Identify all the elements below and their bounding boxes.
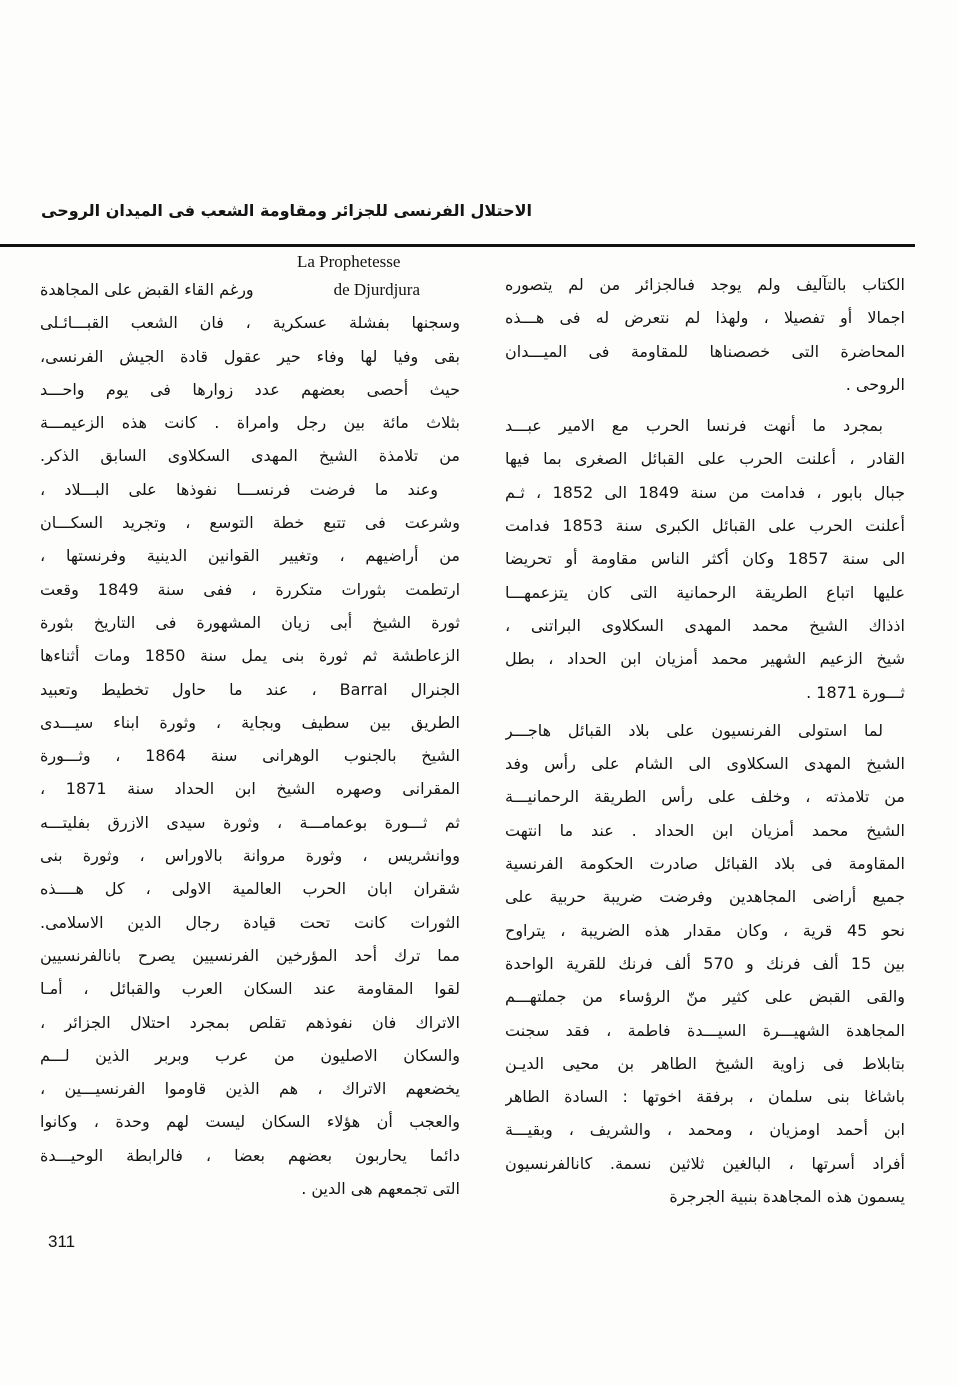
text-line: المحاضرة التى خصصناها للمقاومة فى الميـــدان <box>505 341 905 361</box>
latin-heading: La Prophetesse <box>297 252 401 271</box>
text-line: بثلاث مائة بين رجل وامراة . كانت هذه الزعيمـــة <box>40 413 460 433</box>
right-column <box>505 268 905 1213</box>
page-number: 311 <box>48 1232 76 1251</box>
text-line: بين 15 ألف فرنك و 570 ألف فرنك للقرية الواحدة <box>505 953 905 973</box>
text-line: ثم ثـــورة بوعمامـــة ، وثورة سيدى الازرق بفليتـــه <box>40 812 460 832</box>
text-line: بمجرد ما أنهت فرنسا الحرب مع الامير عبـــد <box>505 416 883 436</box>
text-line: بتابلاط فى زاوية الشيخ الطاهر بن محيى الديـن <box>505 1053 905 1073</box>
paragraph <box>40 473 460 1206</box>
text-line: وشرعت فى تتبع خطة التوسع ، وتجريد السكـــان <box>40 513 460 533</box>
text-line: عليها اتباع الطريقة الرحمانية التى كان يتزعمهـــا <box>505 582 905 602</box>
paragraph <box>505 409 905 709</box>
text-line: حيث أحصى بعضهم عدد زوارها فى يوم واحـــد <box>40 379 460 399</box>
text-line: ووانشريس ، وثورة مروانة بالاوراس ، وثورة بنى <box>40 846 460 866</box>
text-line: الشيخ محمد أمزيان ابن الحداد . عند ما انتهت <box>505 820 905 840</box>
text-line: الاتراك فان نفوذهم تقلص بمجرد احتلال الجزائر ، <box>40 1012 460 1032</box>
text-line: شيخ الزعيم الشهير محمد أمزيان ابن الحداد ، بطل <box>505 649 905 669</box>
text-line: الشيخ بالجنوب الوهرانى سنة 1864 ، وثـــورة <box>40 746 460 766</box>
text-line: الزعاطشة ثم ثورة بنى يمل سنة 1850 ومات أثناءها <box>40 646 460 666</box>
text-line: بقى وفيا لها وفاء حير عقول قادة الجيش الفرنسى، <box>40 346 460 366</box>
text-line: ورغم القاء القبض على المجاهدة <box>40 280 254 299</box>
opening-line <box>40 273 460 306</box>
text-line: من تلامذة الشيخ المهدى السكلاوى السابق الذكر. <box>40 446 460 466</box>
text-line: يسمون هذه المجاهدة بنبية الجرجرة <box>669 1187 905 1207</box>
text-line: الى سنة 1857 وكان أكثر الناس مقاومة أو تحريضا <box>505 549 905 569</box>
text-line: الكتاب بالتآليف ولم يوجد فىالجزائر من لم يتصوره <box>505 275 905 294</box>
text-line: الروحى . <box>845 374 905 394</box>
text-line: اجمالا أو تفصيلا ، ولهذا لم نتعرض له فى هـــذه <box>505 308 905 328</box>
text-line: المقاومة فى بلاد القبائل صادرت الحكومة الفرنسية <box>505 854 905 874</box>
text-line: باشاغا بنى سلمان ، برفقة اخوتها : السادة الطاهر <box>505 1087 905 1107</box>
text-line: نحو 45 قرية ، وكان مقدار هذه الضريبة ، يتراوح <box>505 920 905 940</box>
text-line: يخضعهم الاتراك ، هم الذين قاوموا الفرنسيـــين ، <box>40 1079 460 1099</box>
text-line: شقران ابان الحرب العالمية الاولى ، كل هــــذه <box>40 879 460 899</box>
text-line: الثورات كانت تحت قيادة رجال الدين الاسلامى. <box>40 912 460 932</box>
text-line: من أراضيهم ، وتغيير القوانين الدينية وفرنستها ، <box>40 546 460 566</box>
text-line: ارتطمت بثورات متكررة ، ففى سنة 1849 وقعت <box>40 579 460 599</box>
text-line: المقرانى وصهره الشيخ ابن الحداد سنة 1871 ، <box>40 779 460 799</box>
left-column <box>40 273 460 1205</box>
text-line: أعلنت الحرب على القبائل الكبرى سنة 1853 فدامت <box>505 516 905 536</box>
text-line: جميع أراضى المجاهدين وفرضت ضريبة حربية على <box>505 887 905 907</box>
latin-subheading: de Djurdjura <box>333 280 420 299</box>
text-line: المجاهدة الشهيـــرة السيـــدة فاطمة ، فقد سجنت <box>505 1020 905 1040</box>
text-line: دائما يحاربون بعضهم بعضا ، فالرابطة الوحيـــدة <box>40 1145 460 1165</box>
text-line: والسكان الاصليون من عرب وبربر الذين لـــم <box>40 1045 460 1065</box>
text-line: والعجب أن هؤلاء السكان ليست لهم وحدة ، وكانوا <box>40 1112 460 1132</box>
text-line: القادر ، أعلنت الحرب على القبائل الصغرى بما فيها <box>505 449 905 469</box>
text-line: ثـــورة 1871 . <box>806 682 905 702</box>
text-line: الشيخ المهدى السكلاوى الى الشام على رأس وفد <box>505 754 905 774</box>
text-line: مما ترك أحد المؤرخين الفرنسيين يصرح بانالفرنسيين <box>40 945 460 965</box>
text-line: الجنرال Barral ، عند ما حاول تخطيط وتعبيد <box>40 679 460 699</box>
text-line: جبال بابور ، فدامت من سنة 1849 الى 1852 ، ثـم <box>505 482 905 502</box>
text-line: التى تجمعهم هى الدين . <box>301 1179 460 1199</box>
paragraph <box>40 306 460 472</box>
text-line: لما استولى الفرنسيون على بلاد القبائل هاجـــر <box>505 720 883 740</box>
text-line: لقوا المقاومة عند السكان العرب والقبائل ، أمـا <box>40 979 460 999</box>
text-line: الطريق بين سطيف وبجاية ، وثورة ابناء سيـــدى <box>40 712 460 732</box>
header-rule <box>0 244 915 247</box>
text-line: والقى القبض على كثير منّ الرؤساء من جملتهـــم <box>505 987 905 1007</box>
text-line: من تلامذته ، وخلف على رأس الطريقة الرحمانيـــة <box>505 787 905 807</box>
text-line: وعند ما فرضت فرنســـا نفوذها على البـــلاد ، <box>40 479 438 499</box>
text-line: وسجنها بفشلة عسكرية ، فان الشعب القبـــائـلى <box>40 313 460 333</box>
paragraph <box>505 714 905 1213</box>
text-line: ابن أحمد اومزيان ، ومحمد ، والشريف ، وبقيـــة <box>505 1120 905 1140</box>
text-line: ثورة الشيخ أبى زيان المشهورة فى التاريخ بثورة <box>40 612 460 632</box>
page-title: الاحتلال الفرنسى للجزائر ومقاومة الشعب فى الميدان الروحى <box>41 201 532 220</box>
text-line: أفراد أسرتها ، البالغين ثلاثين نسمة. كانالفرنسيون <box>505 1153 905 1173</box>
text-line: اذذاك الشيخ محمد المهدى السكلاوى البراتنى ، <box>505 615 905 635</box>
paragraph <box>505 268 905 401</box>
